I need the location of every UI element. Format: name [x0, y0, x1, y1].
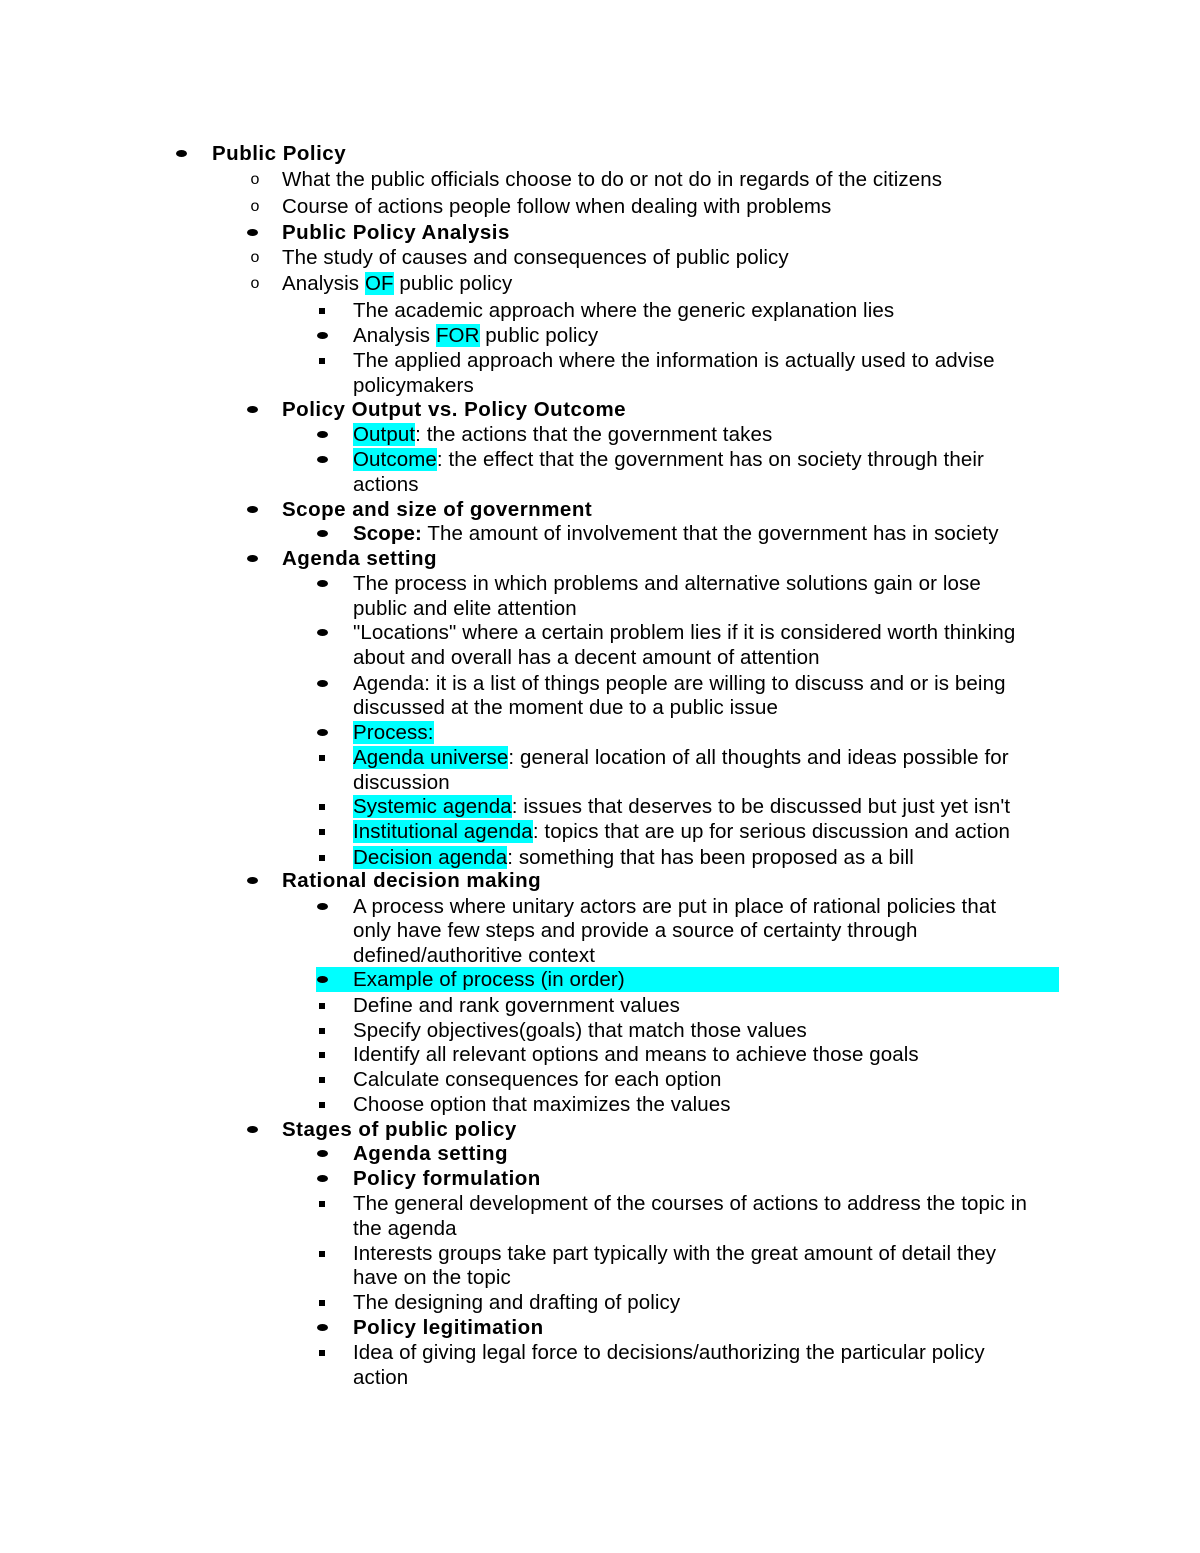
square-bullet-icon: [312, 845, 332, 870]
definition-text: policymakers: [353, 374, 474, 397]
decision-agenda-line: [353, 845, 914, 870]
definition-text: What the public officials choose to do or not do in regards of the citizens: [282, 168, 943, 191]
list-item-continuation: [0, 918, 1200, 943]
highlighted-term: Agenda universe: [353, 746, 509, 769]
scope-line: [353, 521, 999, 546]
list-item: [0, 819, 1200, 844]
list-item-continuation: [0, 695, 1200, 720]
bullet-icon: [242, 497, 262, 522]
list-item: [0, 794, 1200, 819]
bullet-icon: [312, 1315, 332, 1340]
list-item: [0, 298, 1200, 323]
square-bullet-icon: [312, 794, 332, 819]
square-bullet-icon: [312, 1067, 332, 1092]
list-item: [0, 845, 1200, 870]
list-item: [0, 1191, 1200, 1216]
bullet-icon: [312, 521, 332, 546]
list-item: [0, 422, 1200, 447]
square-bullet-icon: [312, 1340, 332, 1365]
definition-text: only have few steps and provide a source of certainty through: [353, 919, 918, 942]
definition-text: about and overall has a decent amount of attention: [353, 646, 820, 669]
highlighted-term: Decision agenda: [353, 846, 508, 869]
bullet-icon: [242, 220, 262, 245]
heading-scope: Scope and size of government: [282, 498, 593, 521]
bullet-icon: [312, 967, 332, 992]
circle-bullet-icon: o: [250, 249, 260, 266]
list-item-highlighted: [0, 967, 1200, 992]
process-line: [353, 720, 434, 745]
bullet-icon: [242, 868, 262, 893]
definition-text: The applied approach where the information is actually used to advise: [353, 349, 995, 372]
square-bullet-icon: [312, 745, 332, 770]
process-step: Identify all relevant options and means to achieve those goals: [353, 1043, 919, 1066]
list-item: [0, 1067, 1200, 1092]
list-item: [0, 1117, 1200, 1142]
definition-text: Idea of giving legal force to decisions/authorizing the particular policy: [353, 1341, 985, 1364]
definition-text: The study of causes and consequences of public policy: [282, 246, 789, 269]
institutional-agenda-line: [353, 819, 1010, 844]
bullet-icon: [171, 141, 191, 166]
definition-text: discussion: [353, 771, 450, 794]
list-item: [0, 521, 1200, 546]
list-item-continuation: [0, 1265, 1200, 1290]
output-line: [353, 422, 772, 447]
list-item: [0, 1042, 1200, 1067]
text-fragment: : the actions that the government takes: [415, 423, 773, 446]
bullet-icon: [312, 1141, 332, 1166]
list-item: [0, 194, 1200, 219]
text-fragment: Analysis: [353, 324, 436, 347]
square-bullet-icon: [312, 298, 332, 323]
example-label: Example of process (in order): [353, 968, 625, 991]
list-item-continuation: [0, 645, 1200, 670]
list-item: [0, 447, 1200, 472]
heading-policy-analysis: Public Policy Analysis: [282, 221, 510, 244]
text-fragment: public policy: [393, 272, 513, 295]
highlighted-term: FOR: [435, 324, 480, 347]
list-item-continuation: [0, 943, 1200, 968]
definition-text: "Locations" where a certain problem lies if it is considered worth thinking: [353, 621, 1016, 644]
definition-text: defined/authoritive context: [353, 944, 596, 967]
list-item: [0, 620, 1200, 645]
list-item: [0, 745, 1200, 770]
bullet-icon: [242, 546, 262, 571]
systemic-agenda-line: [353, 794, 1010, 819]
highlighted-term: Systemic agenda: [353, 795, 512, 818]
highlighted-term: Outcome: [353, 448, 437, 471]
highlighted-term: Process:: [353, 721, 434, 744]
bullet-icon: [242, 1117, 262, 1142]
list-item: [0, 1092, 1200, 1117]
text-fragment: Analysis: [282, 272, 365, 295]
list-item: [0, 546, 1200, 571]
list-item: [0, 323, 1200, 348]
list-item: [0, 1315, 1200, 1340]
list-item-continuation: [0, 1365, 1200, 1390]
square-bullet-icon: [312, 1241, 332, 1266]
heading-stages: Stages of public policy: [282, 1118, 517, 1141]
analysis-of-line: [282, 271, 512, 296]
definition-text: The process in which problems and alternative solutions gain or lose: [353, 572, 981, 595]
text-fragment: : the effect that the government has on society through their: [436, 448, 984, 471]
list-item: [0, 245, 1200, 270]
definition-text: have on the topic: [353, 1266, 511, 1289]
bullet-icon: [312, 571, 332, 596]
definition-text: The designing and drafting of policy: [353, 1291, 681, 1314]
circle-bullet-icon: o: [250, 198, 260, 215]
text-fragment: : issues that deserves to be discussed but just yet isn't: [511, 795, 1011, 818]
definition-text: Agenda: it is a list of things people are willing to discuss and or is being: [353, 672, 1006, 695]
text-fragment: : topics that are up for serious discussion and action: [532, 820, 1010, 843]
process-step: Choose option that maximizes the values: [353, 1093, 731, 1116]
list-item: [0, 868, 1200, 893]
agenda-universe-line: [353, 745, 1009, 770]
list-item: [0, 1241, 1200, 1266]
subheading: Policy formulation: [353, 1167, 541, 1190]
list-item: [0, 1340, 1200, 1365]
list-item: [0, 720, 1200, 745]
square-bullet-icon: [312, 819, 332, 844]
bullet-icon: [312, 894, 332, 919]
list-item: [0, 571, 1200, 596]
square-bullet-icon: [312, 1191, 332, 1216]
bullet-icon: [242, 397, 262, 422]
list-item-continuation: [0, 472, 1200, 497]
list-item: [0, 671, 1200, 696]
subheading: Policy legitimation: [353, 1316, 544, 1339]
text-fragment: : something that has been proposed as a bill: [507, 846, 914, 869]
list-item-continuation: [0, 373, 1200, 398]
highlighted-term: Output: [353, 423, 416, 446]
circle-bullet-icon: o: [250, 171, 260, 188]
square-bullet-icon: [312, 1290, 332, 1315]
bullet-icon: [312, 1166, 332, 1191]
text-fragment: : general location of all thoughts and ideas possible for: [508, 746, 1009, 769]
definition-text: A process where unitary actors are put in place of rational policies that: [353, 895, 997, 918]
bullet-icon: [312, 620, 332, 645]
subheading: Agenda setting: [353, 1142, 509, 1165]
highlighted-term: Institutional agenda: [353, 820, 533, 843]
list-item: [0, 397, 1200, 422]
process-step: Define and rank government values: [353, 994, 680, 1017]
definition-text: Interests groups take part typically with the great amount of detail they: [353, 1242, 997, 1265]
list-item: [0, 141, 1200, 166]
definition-text: the agenda: [353, 1217, 457, 1240]
heading-public-policy: Public Policy: [212, 142, 347, 165]
square-bullet-icon: [312, 348, 332, 373]
text-fragment: The amount of involvement that the government has in society: [421, 522, 999, 545]
heading-agenda-setting: Agenda setting: [282, 547, 438, 570]
outcome-line: [353, 447, 984, 472]
square-bullet-icon: [312, 1018, 332, 1043]
list-item: [0, 497, 1200, 522]
text-fragment: public policy: [479, 324, 599, 347]
bullet-icon: [312, 671, 332, 696]
list-item: [0, 167, 1200, 192]
list-item-continuation: [0, 770, 1200, 795]
process-step: Specify objectives(goals) that match those values: [353, 1019, 807, 1042]
list-item: [0, 993, 1200, 1018]
list-item: [0, 1166, 1200, 1191]
list-item: [0, 1290, 1200, 1315]
list-item: [0, 348, 1200, 373]
definition-text: Course of actions people follow when dealing with problems: [282, 195, 832, 218]
circle-bullet-icon: o: [250, 275, 260, 292]
heading-rational-decision: Rational decision making: [282, 869, 542, 892]
list-item: [0, 1141, 1200, 1166]
list-item: [0, 271, 1200, 296]
definition-text: discussed at the moment due to a public issue: [353, 696, 778, 719]
list-item: [0, 1018, 1200, 1043]
bold-term: Scope:: [353, 522, 422, 545]
square-bullet-icon: [312, 1092, 332, 1117]
bullet-icon: [312, 422, 332, 447]
square-bullet-icon: [312, 993, 332, 1018]
bullet-icon: [312, 720, 332, 745]
bullet-icon: [312, 447, 332, 472]
square-bullet-icon: [312, 1042, 332, 1067]
process-step: Calculate consequences for each option: [353, 1068, 722, 1091]
analysis-for-line: [353, 323, 598, 348]
list-item-continuation: [0, 596, 1200, 621]
definition-text: The academic approach where the generic explanation lies: [353, 299, 895, 322]
bullet-icon: [312, 323, 332, 348]
definition-text: public and elite attention: [353, 597, 577, 620]
definition-text: actions: [353, 473, 419, 496]
definition-text: action: [353, 1366, 409, 1389]
highlighted-term: OF: [364, 272, 394, 295]
list-item: [0, 220, 1200, 245]
definition-text: The general development of the courses of actions to address the topic in: [353, 1192, 1027, 1215]
heading-output-outcome: Policy Output vs. Policy Outcome: [282, 398, 627, 421]
list-item: [0, 894, 1200, 919]
list-item-continuation: [0, 1216, 1200, 1241]
